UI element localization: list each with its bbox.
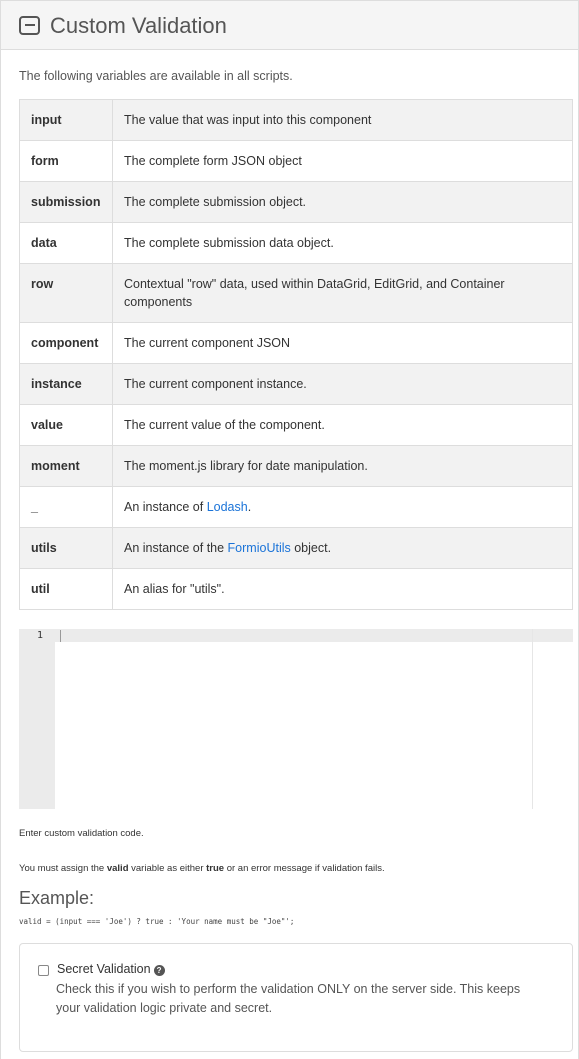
secret-validation-label[interactable] bbox=[57, 962, 165, 976]
variable-row bbox=[20, 264, 573, 323]
variable-row bbox=[20, 405, 573, 446]
variable-name: row bbox=[20, 264, 113, 323]
variable-row bbox=[20, 100, 573, 141]
variable-name: input bbox=[20, 100, 113, 141]
variable-row bbox=[20, 323, 573, 364]
variable-row bbox=[20, 141, 573, 182]
editor-help-text: Enter custom validation code. bbox=[19, 828, 144, 839]
variable-name: form bbox=[20, 141, 113, 182]
variable-row bbox=[20, 487, 573, 528]
variable-description: The current value of the component. bbox=[113, 405, 573, 446]
minus-square-icon[interactable] bbox=[19, 16, 40, 35]
panel-heading[interactable] bbox=[1, 1, 578, 50]
variable-name: moment bbox=[20, 446, 113, 487]
description-text: An instance of bbox=[124, 500, 207, 514]
variable-description bbox=[113, 487, 573, 528]
description-text: An instance of the bbox=[124, 541, 228, 555]
valid-assignment-help bbox=[19, 863, 572, 874]
variable-row bbox=[20, 364, 573, 405]
panel-body bbox=[1, 69, 578, 1052]
variable-row bbox=[20, 528, 573, 569]
description-text: . bbox=[247, 500, 252, 514]
variable-description: The complete submission data object. bbox=[113, 223, 573, 264]
help-true-keyword: true bbox=[206, 863, 225, 874]
variable-name: utils bbox=[20, 528, 113, 569]
variable-description bbox=[113, 528, 573, 569]
variable-description: An alias for "utils". bbox=[113, 569, 573, 610]
variable-name: data bbox=[20, 223, 113, 264]
editor-gutter bbox=[19, 629, 55, 809]
text-cursor bbox=[60, 630, 61, 642]
variable-name: util bbox=[20, 569, 113, 610]
example-heading: Example: bbox=[19, 888, 95, 908]
variable-description: Contextual "row" data, used within DataGrid, EditGrid, and Container components bbox=[113, 264, 573, 323]
help-valid-keyword: valid bbox=[106, 863, 129, 874]
help-text-part: variable as either bbox=[128, 863, 207, 874]
variable-description: The moment.js library for date manipulation. bbox=[113, 446, 573, 487]
variable-description: The current component JSON bbox=[113, 323, 573, 364]
variable-name: _ bbox=[20, 487, 113, 528]
variable-description: The complete submission object. bbox=[113, 182, 573, 223]
variable-row bbox=[20, 446, 573, 487]
secret-validation-label-text: Secret Validation bbox=[57, 962, 151, 976]
help-text-part: You must assign the bbox=[19, 863, 107, 874]
variable-name: value bbox=[20, 405, 113, 446]
line-number: 1 bbox=[36, 630, 43, 641]
description-text: object. bbox=[290, 541, 332, 555]
secret-validation-box bbox=[19, 943, 573, 1052]
variable-name: submission bbox=[20, 182, 113, 223]
variable-row bbox=[20, 182, 573, 223]
intro-text: The following variables are available in all scripts. bbox=[19, 69, 293, 83]
secret-validation-checkbox[interactable] bbox=[38, 965, 49, 976]
secret-validation-description: Check this if you wish to perform the validation ONLY on the server side. This keeps your validation logic private and secret. bbox=[56, 982, 521, 1015]
help-text-part: or an error message if validation fails. bbox=[224, 863, 385, 874]
question-circle-icon[interactable]: ? bbox=[154, 965, 165, 976]
doc-link-lodash[interactable]: Lodash bbox=[206, 500, 248, 514]
doc-link-formioutils[interactable]: FormioUtils bbox=[227, 541, 291, 555]
variable-name: instance bbox=[20, 364, 113, 405]
variable-row bbox=[20, 223, 573, 264]
print-margin bbox=[532, 629, 533, 809]
variables-table bbox=[19, 99, 573, 610]
code-editor[interactable] bbox=[19, 629, 573, 809]
panel-title: Custom Validation bbox=[50, 12, 227, 38]
variable-description: The value that was input into this component bbox=[113, 100, 573, 141]
variable-row bbox=[20, 569, 573, 610]
example-code: valid = (input === 'Joe') ? true : 'Your name must be "Joe"'; bbox=[19, 917, 295, 926]
secret-validation-row[interactable] bbox=[38, 962, 554, 976]
variable-description: The complete form JSON object bbox=[113, 141, 573, 182]
variable-description: The current component instance. bbox=[113, 364, 573, 405]
variable-name: component bbox=[20, 323, 113, 364]
active-line-highlight bbox=[55, 629, 573, 642]
